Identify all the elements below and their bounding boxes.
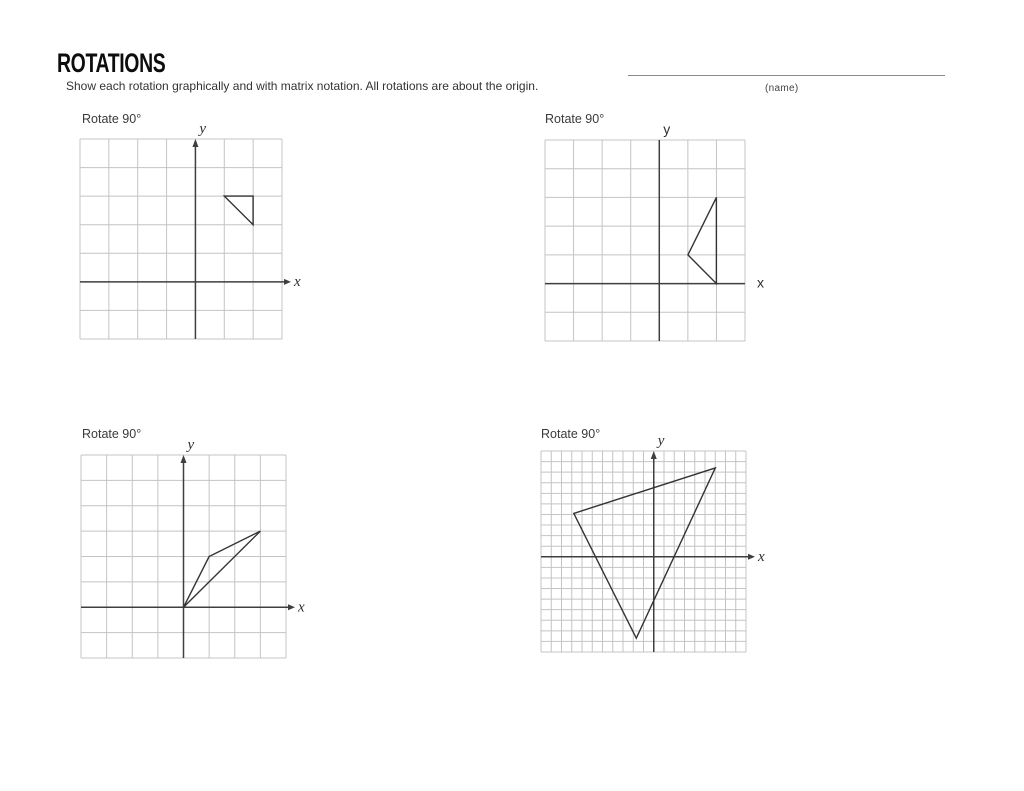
panel-2-grid-lines	[545, 140, 745, 341]
page-title: ROTATIONS	[57, 48, 166, 78]
panel-1-x-axis-label: x	[294, 273, 301, 290]
panel-1-y-axis-label: y	[199, 121, 207, 137]
panel-4-x-axis-arrow-icon	[748, 554, 755, 560]
panel-3-shape-triangle	[184, 531, 261, 607]
panel-2-shape-triangle	[688, 197, 717, 283]
panel-2-plot	[531, 112, 797, 351]
panel-2-rotate-label: Rotate 90°	[545, 112, 605, 126]
panel-3-plot	[67, 427, 338, 668]
panel-3-x-axis-label: x	[298, 599, 305, 616]
panel-1-shape-triangle	[224, 196, 253, 225]
panel-4-rotate-label: Rotate 90°	[541, 427, 601, 441]
panel-3-rotate-label: Rotate 90°	[82, 427, 142, 441]
name-line	[628, 75, 945, 76]
panel-1-grid-lines	[80, 139, 282, 339]
panel-1-plot	[66, 111, 334, 349]
panel-4-y-axis-label: y	[657, 433, 665, 449]
panel-3-y-axis-arrow-icon	[181, 455, 187, 463]
panel-4-y-axis-arrow-icon	[651, 451, 657, 459]
panel-3-x-axis-arrow-icon	[288, 604, 295, 610]
name-caption: (name)	[765, 83, 799, 94]
instructions-text: Show each rotation graphically and with matrix notation. All rotations are about the origin.	[66, 79, 539, 93]
panel-2-y-axis-label: y	[663, 121, 671, 137]
panel-1-x-axis-arrow-icon	[284, 279, 291, 285]
panel-4-x-axis-label: x	[758, 548, 765, 565]
panel-1-y-axis-arrow-icon	[192, 139, 198, 147]
panel-3-y-axis-label: y	[187, 437, 195, 453]
panel-4-plot	[527, 423, 798, 662]
panel-1-rotate-label: Rotate 90°	[82, 112, 142, 126]
panel-2-x-axis-label: x	[757, 274, 764, 291]
